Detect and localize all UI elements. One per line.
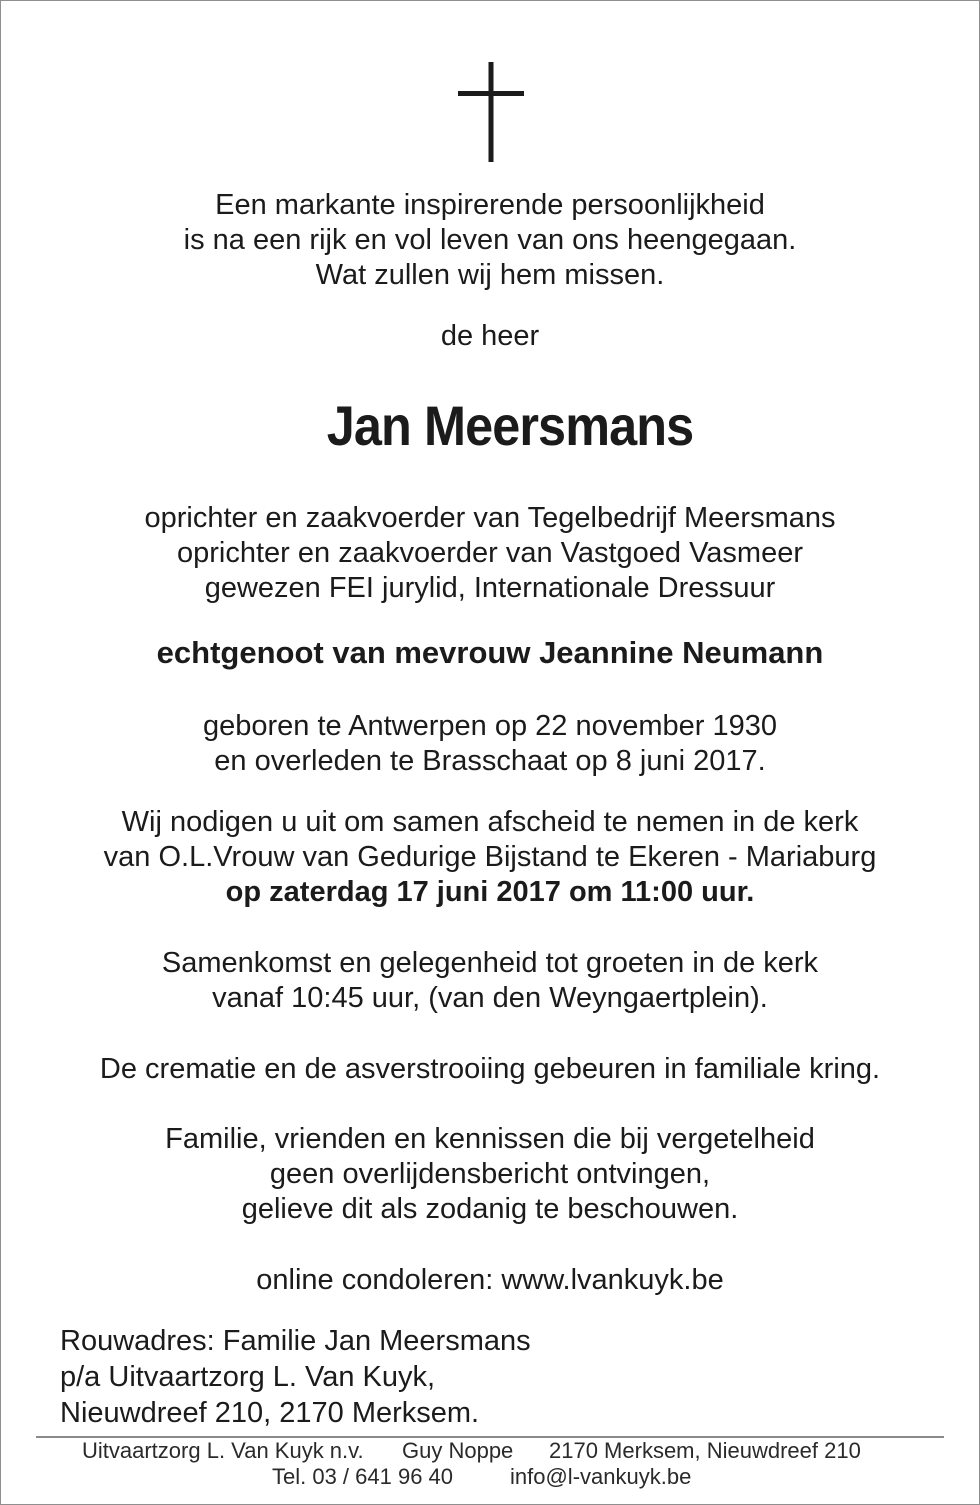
birth-line: geboren te Antwerpen op 22 november 1930: [203, 710, 777, 742]
gathering-line-1: Samenkomst en gelegenheid tot groeten in de kerk: [161, 947, 819, 979]
ceremony-time: op zaterdag 17 juni 2017 om 11:00 uur.: [225, 876, 755, 908]
footer-person: Guy Noppe: [402, 1438, 514, 1463]
address-line-2: p/a Uitvaartzorg L. Van Kuyk,: [60, 1361, 436, 1393]
footer-address: 2170 Merksem, Nieuwdreef 210: [549, 1438, 861, 1463]
role-line-1: oprichter en zaakvoerder van Tegelbedrijf Meersmans: [144, 502, 836, 534]
footer-email: info@l-vankuyk.be: [510, 1464, 692, 1489]
footer-phone: Tel. 03 / 641 96 40: [272, 1464, 454, 1489]
gathering-line-2: vanaf 10:45 uur, (van den Weyngaertplein).: [212, 982, 768, 1014]
intro-line-2: is na een rijk en vol leven van ons heengegaan.: [183, 224, 797, 256]
cremation-line: De crematie en de asverstrooiing gebeuren in familiale kring.: [99, 1053, 881, 1085]
notice-line-3: gelieve dit als zodanig te beschouwen.: [241, 1193, 739, 1225]
ceremony-line-1: Wij nodigen u uit om samen afscheid te nemen in de kerk: [121, 806, 859, 838]
ceremony-line-2: van O.L.Vrouw van Gedurige Bijstand te Ekeren - Mariaburg: [103, 841, 877, 873]
role-line-2: oprichter en zaakvoerder van Vastgoed Vasmeer: [177, 537, 803, 569]
death-line: en overleden te Brasschaat op 8 juni 2017.: [214, 745, 766, 777]
deceased-name: Jan Meersmans: [326, 394, 694, 457]
address-line-3: Nieuwdreef 210, 2170 Merksem.: [60, 1397, 480, 1429]
cross-icon: [458, 62, 524, 162]
intro-line-1: Een markante inspirerende persoonlijkheid: [215, 189, 765, 221]
spouse-line: echtgenoot van mevrouw Jeannine Neumann: [156, 635, 824, 670]
salutation: de heer: [440, 320, 540, 352]
notice-line-2: geen overlijdensbericht ontvingen,: [269, 1158, 711, 1190]
intro-line-3: Wat zullen wij hem missen.: [315, 259, 665, 291]
footer-company: Uitvaartzorg L. Van Kuyk n.v.: [82, 1438, 364, 1463]
notice-line-1: Familie, vrienden en kennissen die bij vergetelheid: [165, 1123, 815, 1155]
role-line-3: gewezen FEI jurylid, Internationale Dressuur: [204, 572, 776, 604]
address-line-1: Rouwadres: Familie Jan Meersmans: [60, 1325, 531, 1357]
online-condolence: online condoleren: www.lvankuyk.be: [256, 1264, 724, 1296]
